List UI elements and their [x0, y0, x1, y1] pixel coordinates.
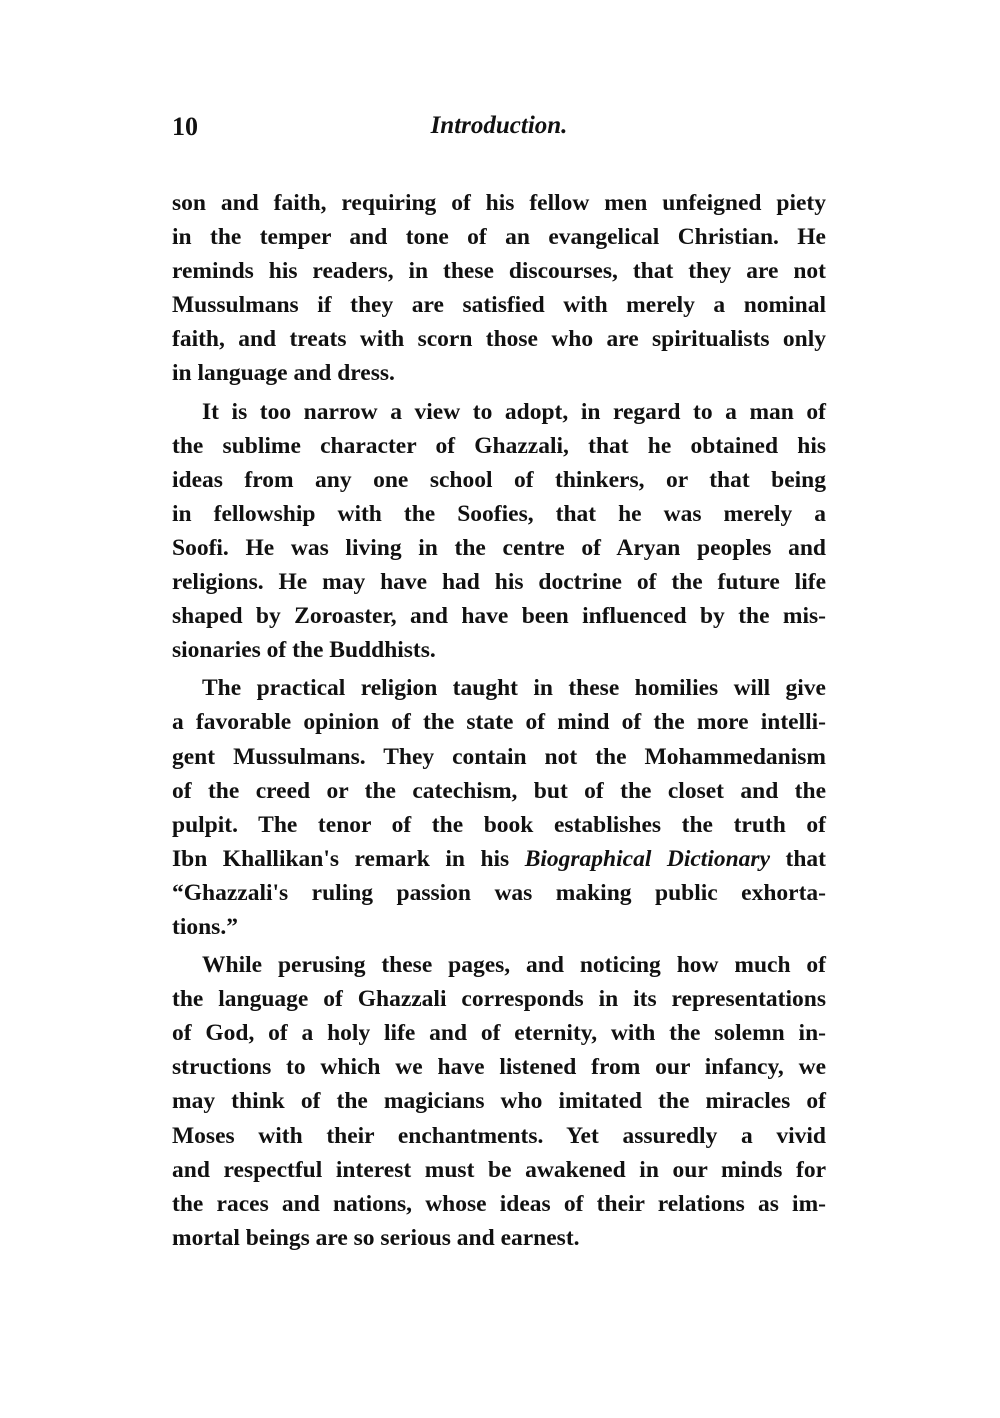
text-line: and respectful interest must be awakened in our minds for [172, 1156, 826, 1183]
text-line: of God, of a holy life and of eternity, with the solemn in- [172, 1020, 826, 1047]
running-title: Introduction. [430, 112, 568, 139]
paragraph-3 [172, 671, 826, 944]
page-header [172, 112, 826, 152]
text-line-with-citation [172, 842, 826, 876]
text-line: sionaries of the Buddhists. [172, 637, 436, 664]
text-line: reminds his readers, in these discourses, that they are not [172, 258, 826, 285]
text-line: in the temper and tone of an evangelical Christian. He [172, 224, 826, 251]
paragraph-2 [172, 395, 826, 668]
paragraph-4 [172, 948, 826, 1255]
text-line: Soofi. He was living in the centre of Aryan peoples and [172, 534, 826, 561]
text-line: of the creed or the catechism, but of the closet and the [172, 777, 826, 804]
text-line: in language and dress. [172, 360, 395, 387]
text-line: Moses with their enchantments. Yet assuredly a vivid [172, 1122, 826, 1149]
book-title-citation: Biographical Dictionary [524, 845, 771, 872]
text-line: may think of the magicians who imitated the miracles of [172, 1088, 826, 1115]
text-line: ideas from any one school of thinkers, or that being [172, 466, 826, 493]
text-line: mortal beings are so serious and earnest. [172, 1224, 580, 1251]
page-body [172, 186, 826, 1259]
text-line: pulpit. The tenor of the book establishes the truth of [172, 811, 826, 838]
text-line: While perusing these pages, and noticing how much of [202, 952, 826, 979]
paragraph-1 [172, 186, 826, 391]
text-line: shaped by Zoroaster, and have been influenced by the mis- [172, 603, 826, 630]
text-line: a favorable opinion of the state of mind of the more intelli- [172, 709, 826, 736]
text-line: Mussulmans if they are satisfied with merely a nominal [172, 292, 826, 319]
text-line: “Ghazzali's ruling passion was making public exhorta- [172, 879, 826, 906]
text-line: son and faith, requiring of his fellow men unfeigned piety [172, 190, 826, 216]
text-fragment: that [785, 845, 827, 872]
text-line: faith, and treats with scorn those who are spiritualists only [172, 326, 826, 353]
text-line: The practical religion taught in these homilies will give [202, 675, 826, 702]
text-line: gent Mussulmans. They contain not the Mohammedanism [172, 743, 826, 770]
text-line: the races and nations, whose ideas of their relations as im- [172, 1190, 826, 1217]
text-fragment: Ibn Khallikan's remark in his [172, 845, 510, 872]
text-line: tions.” [172, 913, 238, 940]
text-line: structions to which we have listened from our infancy, we [172, 1054, 826, 1081]
page-number: 10 [172, 112, 198, 141]
text-line: the sublime character of Ghazzali, that he obtained his [172, 432, 826, 459]
text-line: the language of Ghazzali corresponds in its representations [172, 986, 826, 1013]
text-line: in fellowship with the Soofies, that he was merely a [172, 500, 826, 527]
text-line: It is too narrow a view to adopt, in regard to a man of [202, 398, 826, 425]
text-line: religions. He may have had his doctrine of the future life [172, 569, 826, 596]
